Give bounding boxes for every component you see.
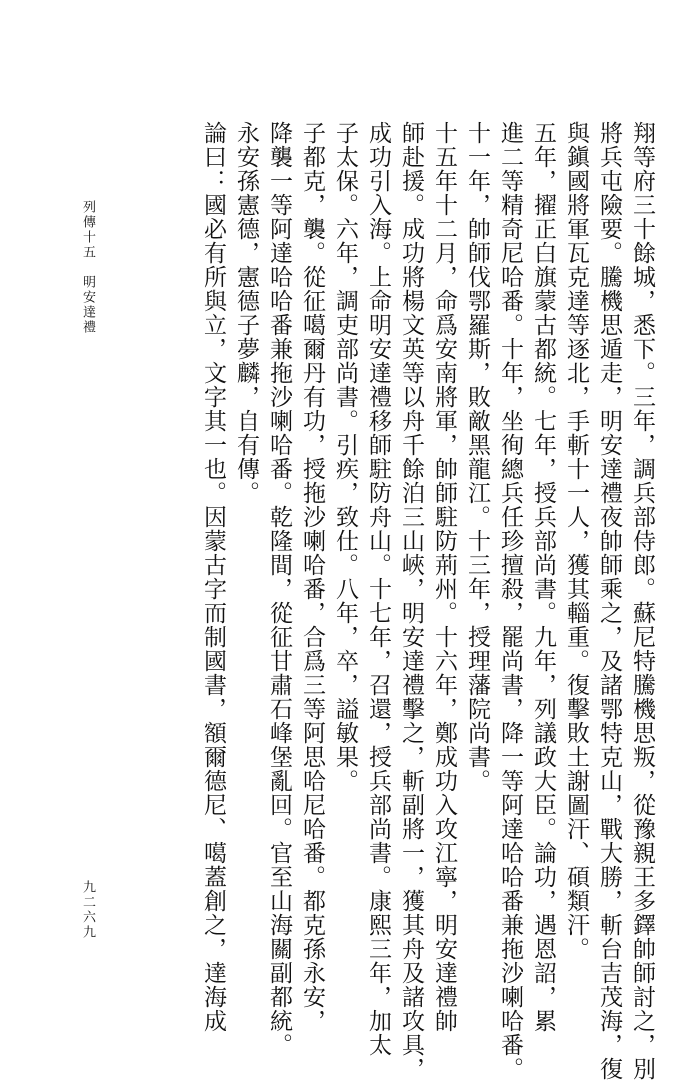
text-column-3: 與鎭國將軍瓦克達等逐北，手斬十一人，獲其輜重。復擊敗土謝圖汗、碩類汗。 [563,121,589,961]
text-column-5: 進二等精奇尼哈番。十年，坐徇總兵任珍擅殺，罷尚書，降一等阿達哈哈番兼拖沙喇哈番。 [497,121,523,1081]
text-column-11: 子都克，襲。從征噶爾丹有功，授拖沙喇哈番，合爲三等阿思哈尼哈番。都克孫永安， [299,121,325,1033]
text-column-1: 翔等府三十餘城，悉下。三年，調兵部侍郎。蘇尼特騰機思叛，從豫親王多鐸帥師討之，別 [629,121,655,1081]
text-column-8: 師赴援。成功將楊文英等以舟千餘泊三山峽，明安達禮擊之，斬副將一，獲其舟及諸攻具， [398,121,424,1081]
text-column-12: 降襲一等阿達哈哈番兼拖沙喇哈番。乾隆間，從征甘肅石峰堡亂回。官至山海關副都統。 [266,121,292,1057]
text-column-13: 永安孫憲德，憲德子夢麟，自有傳。 [233,121,259,505]
text-column-14: 論曰：國必有所與立，文字其一也。因蒙古字而制國書，額爾德尼、噶蓋創之，達海成 [200,121,226,1033]
running-header-title: 列傳十五 明安達禮 [80,200,95,335]
text-column-7: 十五年十二月，命爲安南將軍，帥師駐防荊州。十六年，鄭成功入攻江寧，明安達禮帥 [431,121,457,1033]
text-column-6: 十一年，帥師伐鄂羅斯，敗敵黑龍江。十三年，授理藩院尚書。 [464,121,490,793]
text-column-4: 五年，擢正白旗蒙古都統。七年，授兵部尚書。九年，列議政大臣。論功，遇恩詔，累 [530,121,556,1033]
text-column-2: 將兵屯險要。騰機思遁走，明安達禮夜帥師乘之，及諸鄂特克山，戰大勝，斬台吉茂海，復 [596,121,622,1081]
text-column-9: 成功引入海。上命明安達禮移師駐防舟山。十七年，召還，授兵部尚書。康熙三年，加太 [365,121,391,1057]
page-number: 九二六九 [80,880,95,940]
text-column-10: 子太保。六年，調吏部尚書。引疾，致仕。八年，卒，謚敏果。 [332,121,358,793]
